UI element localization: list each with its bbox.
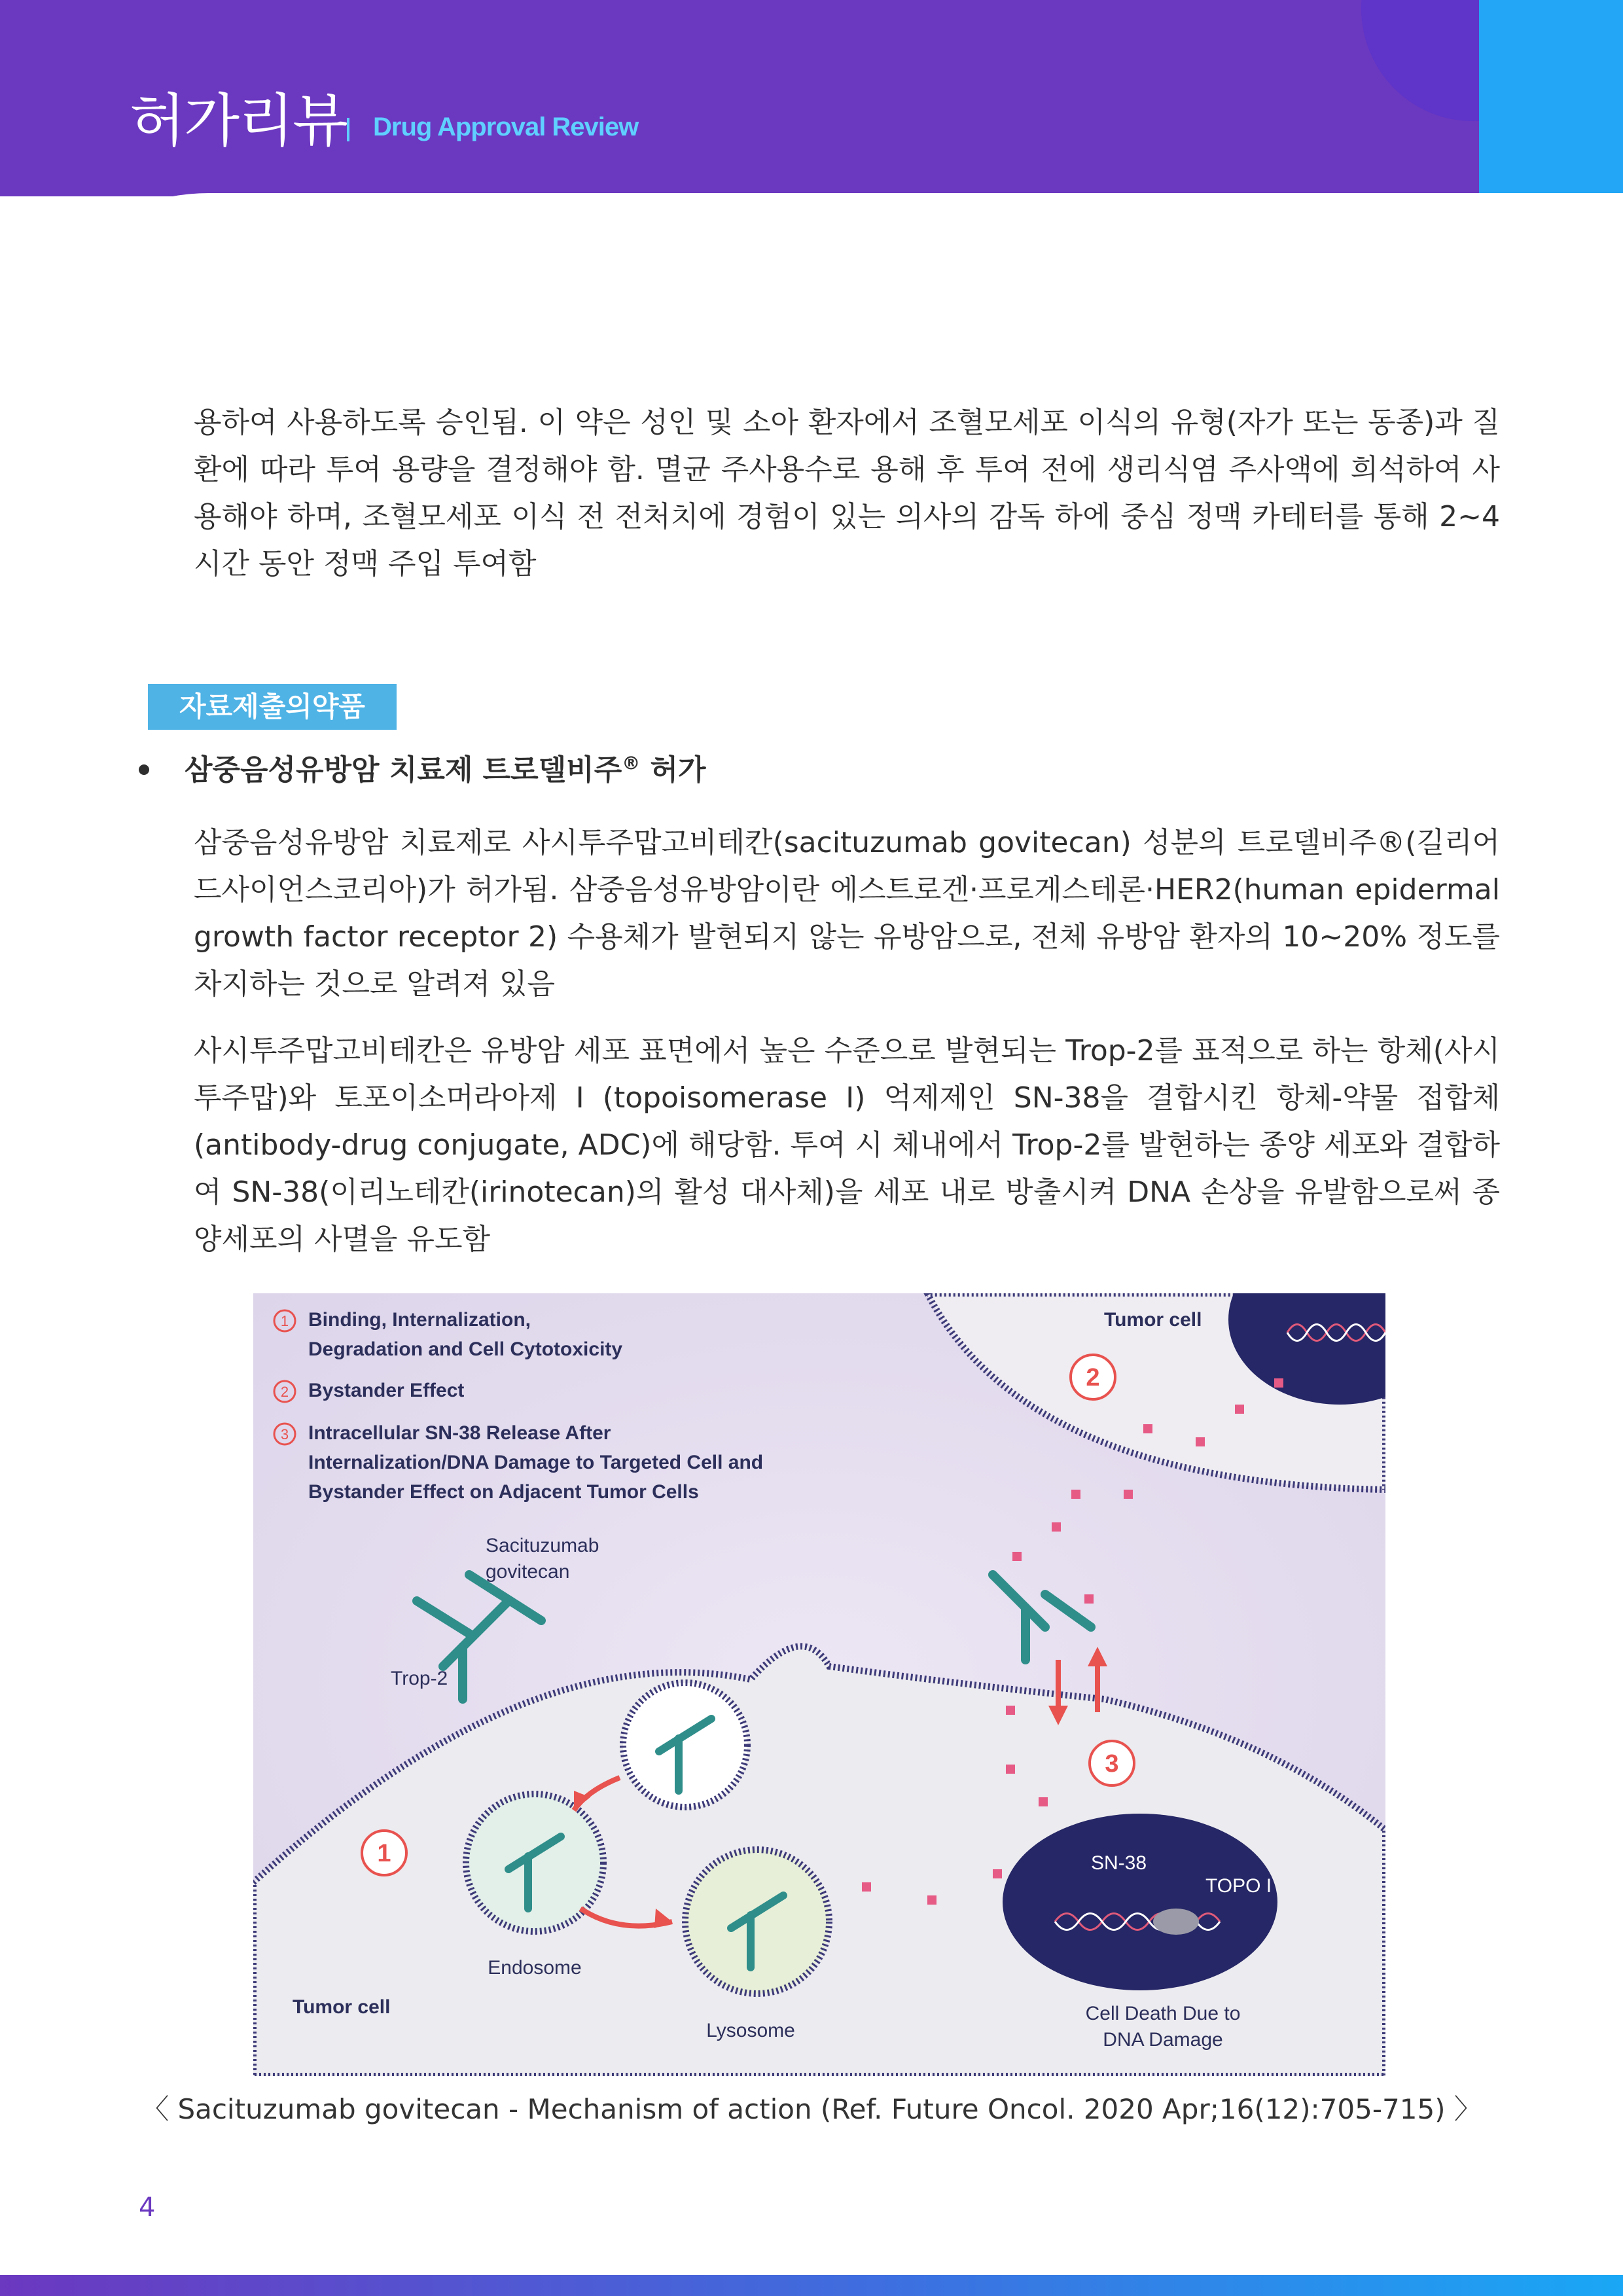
mechanism-diagram [253, 1293, 1385, 2076]
page-subtitle: Drug Approval Review [373, 113, 639, 141]
label-sn38: SN-38 [1091, 1852, 1147, 1874]
page-number: 4 [139, 2193, 156, 2223]
label-cell-death-line1: Cell Death Due to [1085, 2003, 1241, 2024]
bullet-title: 삼중음성유방암 치료제 트로델비주® 허가 [185, 752, 706, 787]
label-trop2: Trop-2 [391, 1668, 448, 1689]
label-tumor-cell-bottom: Tumor cell [293, 1996, 391, 2018]
label-tumor-cell-top: Tumor cell [1104, 1309, 1202, 1331]
mechanism-figure [253, 1293, 1385, 2076]
paragraph-2: 사시투주맙고비테칸은 유방암 세포 표면에서 높은 수준으로 발현되는 Trop-2를 표적으로 하는 항체(사시투주맙)와 토포이소머라아제 I (topoisomerase I) 억제제인 SN-38을 결합시킨 항체-약물 접합체(antibody-drug conjugate, ADC)에 해당함. 투여 시 체내에서 Trop-2를 발현하는 종양 세포와 결합하여 SN-38(이리노테칸(irinotecan)의 활성 대사체)을 세포 내로 방출시켜 DNA 손상을 유발함으로써 종양세포의 사멸을 유도함 [194, 1034, 1500, 1256]
figure-caption: 〈 Sacituzumab govitecan - Mechanism of action (Ref. Future Oncol. 2020 Apr;16(12):705-715) 〉 [141, 2093, 1482, 2125]
step-1-label: 1 [377, 1840, 391, 1867]
legend-num-2: 2 [280, 1384, 289, 1400]
title-separator [347, 118, 349, 141]
label-cell-death-line2: DNA Damage [1103, 2029, 1223, 2051]
legend-3-line1: Intracellular SN-38 Release After [308, 1422, 611, 1444]
label-drug-line1: Sacituzumab [486, 1535, 599, 1556]
label-topo1: TOPO I [1205, 1875, 1272, 1897]
step-2-label: 2 [1086, 1364, 1100, 1391]
legend-num-1: 1 [280, 1313, 289, 1329]
label-drug-line2: govitecan [486, 1561, 570, 1583]
nucleus [1003, 1814, 1277, 1990]
intro-paragraph: 용하여 사용하도록 승인됨. 이 약은 성인 및 소아 환자에서 조혈모세포 이식의 유형(자가 또는 동종)과 질환에 따라 투여 용량을 결정해야 함. 멸균 주사용수로 용해 후 투여 전에 생리식염 주사액에 희석하여 사용해야 하며, 조혈모세포 이식 전 전처치에 경험이 있는 의사의 감독 하에 중심 정맥 카테터를 통해 2~4시간 동안 정맥 주입 투여함 [194, 406, 1500, 581]
label-endosome: Endosome [488, 1957, 582, 1979]
legend-num-3: 3 [280, 1426, 289, 1443]
label-lysosome: Lysosome [706, 2020, 795, 2041]
legend-3-line2: Internalization/DNA Damage to Targeted Cell and [308, 1452, 764, 1473]
step-3-label: 3 [1105, 1750, 1119, 1778]
section-tag: 자료제출의약품 [148, 684, 397, 730]
paragraph-1: 삼중음성유방암 치료제로 사시투주맙고비테칸(sacituzumab govitecan) 성분의 트로델비주®(길리어드사이언스코리아)가 허가됨. 삼중음성유방암이란 에스트로겐·프로게스테론·HER2(human epidermal growth factor receptor 2) 수용체가 발현되지 않는 유방암으로, 전체 유방암 환자의 10~20% 정도를 차지하는 것으로 알려져 있음 [194, 826, 1500, 1001]
page-title: 허가리뷰 [130, 87, 348, 154]
internalizing-vesicle [623, 1683, 747, 1807]
footer-bar [0, 2275, 1623, 2296]
bullet-icon [139, 764, 149, 775]
header-accent [1479, 0, 1623, 196]
legend-1-line2: Degradation and Cell Cytotoxicity [308, 1338, 623, 1360]
legend-2-line1: Bystander Effect [308, 1380, 465, 1401]
lysosome [685, 1850, 829, 1994]
legend-1-line1: Binding, Internalization, [308, 1309, 531, 1331]
legend-3-line3: Bystander Effect on Adjacent Tumor Cells [308, 1481, 699, 1503]
